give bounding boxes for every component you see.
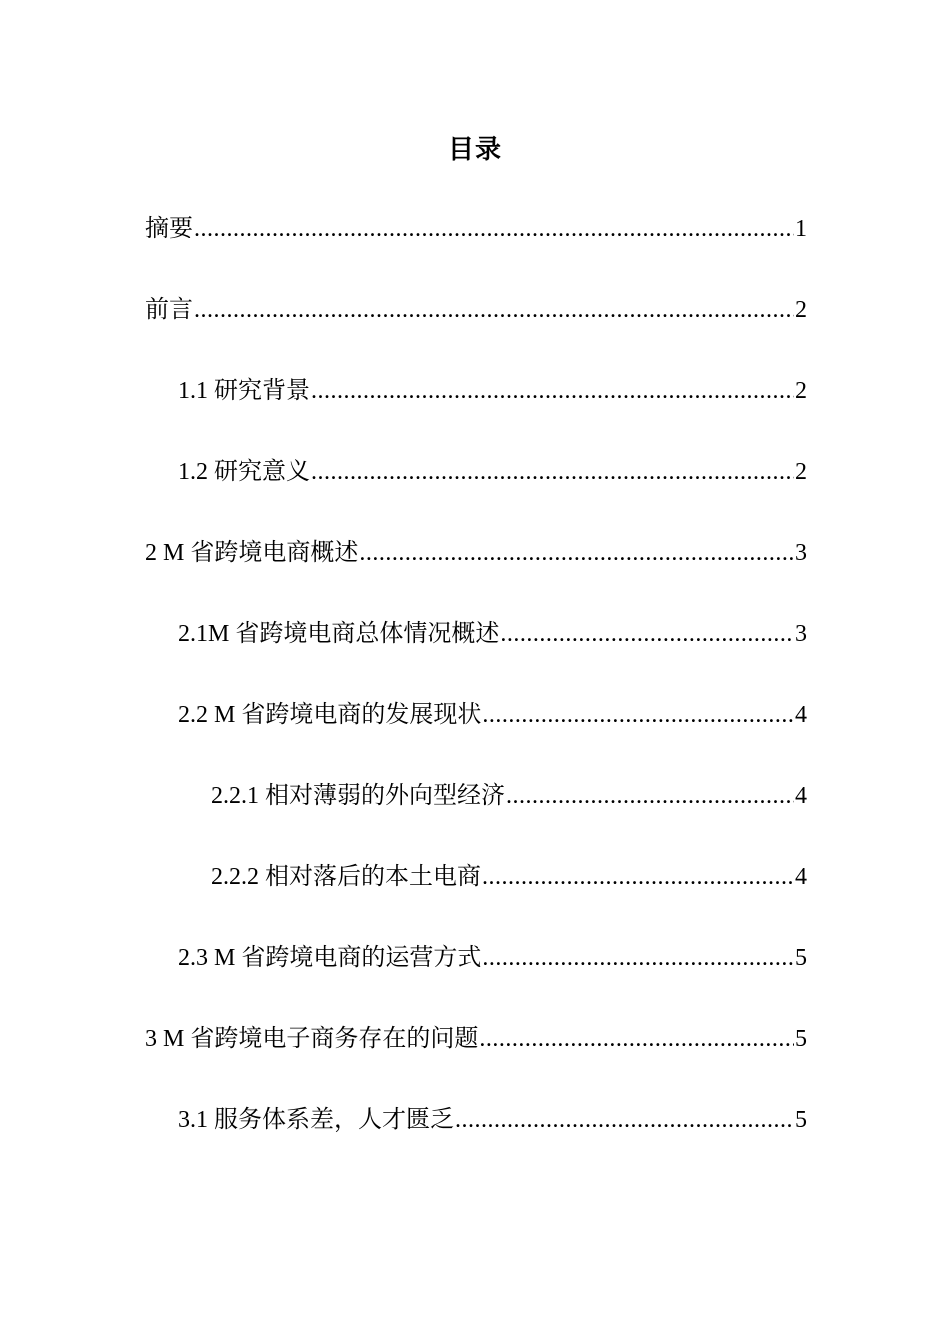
toc-dot-leader — [194, 293, 794, 327]
toc-dot-leader — [482, 698, 794, 732]
toc-entry[interactable] — [145, 617, 807, 698]
toc-entry[interactable] — [145, 860, 807, 941]
toc-entry-label: 3 M 省跨境电子商务存在的问题 — [145, 1026, 479, 1052]
toc-entry[interactable] — [145, 374, 807, 455]
toc-entry-label: 2.2.1 相对薄弱的外向型经济 — [211, 783, 505, 809]
toc-entry-page: 2 — [795, 297, 807, 323]
toc-list — [145, 212, 807, 1184]
toc-entry[interactable] — [145, 779, 807, 860]
toc-entry-page: 5 — [795, 1107, 807, 1133]
toc-entry-label: 前言 — [145, 297, 193, 323]
toc-entry-page: 3 — [795, 540, 807, 566]
toc-entry-page: 5 — [795, 945, 807, 971]
toc-entry-page: 3 — [795, 621, 807, 647]
toc-dot-leader — [311, 374, 794, 408]
toc-entry-page: 4 — [795, 783, 807, 809]
toc-entry-label: 摘要 — [145, 216, 193, 242]
toc-entry[interactable] — [145, 698, 807, 779]
toc-entry-page: 1 — [795, 216, 807, 242]
toc-entry-label: 2 M 省跨境电商概述 — [145, 540, 359, 566]
toc-title: 目录 — [447, 135, 502, 164]
toc-dot-leader — [506, 779, 794, 813]
toc-entry[interactable] — [145, 1022, 807, 1103]
toc-entry-page: 5 — [795, 1026, 807, 1052]
toc-entry[interactable] — [145, 1103, 807, 1184]
toc-entry-page: 2 — [795, 459, 807, 485]
toc-dot-leader — [500, 617, 794, 651]
toc-dot-leader — [311, 455, 794, 489]
toc-entry-label: 2.1M 省跨境电商总体情况概述 — [178, 621, 500, 647]
toc-entry-label: 1.1 研究背景 — [178, 378, 310, 404]
toc-entry[interactable] — [145, 455, 807, 536]
toc-entry[interactable] — [145, 293, 807, 374]
toc-entry[interactable] — [145, 941, 807, 1022]
toc-entry-page: 2 — [795, 378, 807, 404]
toc-entry[interactable] — [145, 536, 807, 617]
toc-dot-leader — [479, 1022, 794, 1056]
toc-entry-label: 3.1 服务体系差，人才匮乏 — [178, 1107, 454, 1133]
toc-entry-page: 4 — [795, 864, 807, 890]
toc-dot-leader — [455, 1103, 794, 1137]
toc-entry-label: 2.3 M 省跨境电商的运营方式 — [178, 945, 482, 971]
toc-entry-label: 2.2 M 省跨境电商的发展现状 — [178, 702, 482, 728]
toc-entry-label: 1.2 研究意义 — [178, 459, 310, 485]
toc-entry-label: 2.2.2 相对落后的本土电商 — [211, 864, 481, 890]
toc-dot-leader — [359, 536, 794, 570]
toc-entry-page: 4 — [795, 702, 807, 728]
toc-dot-leader — [482, 860, 794, 894]
toc-dot-leader — [482, 941, 794, 975]
toc-entry[interactable] — [145, 212, 807, 293]
toc-dot-leader — [194, 212, 794, 246]
